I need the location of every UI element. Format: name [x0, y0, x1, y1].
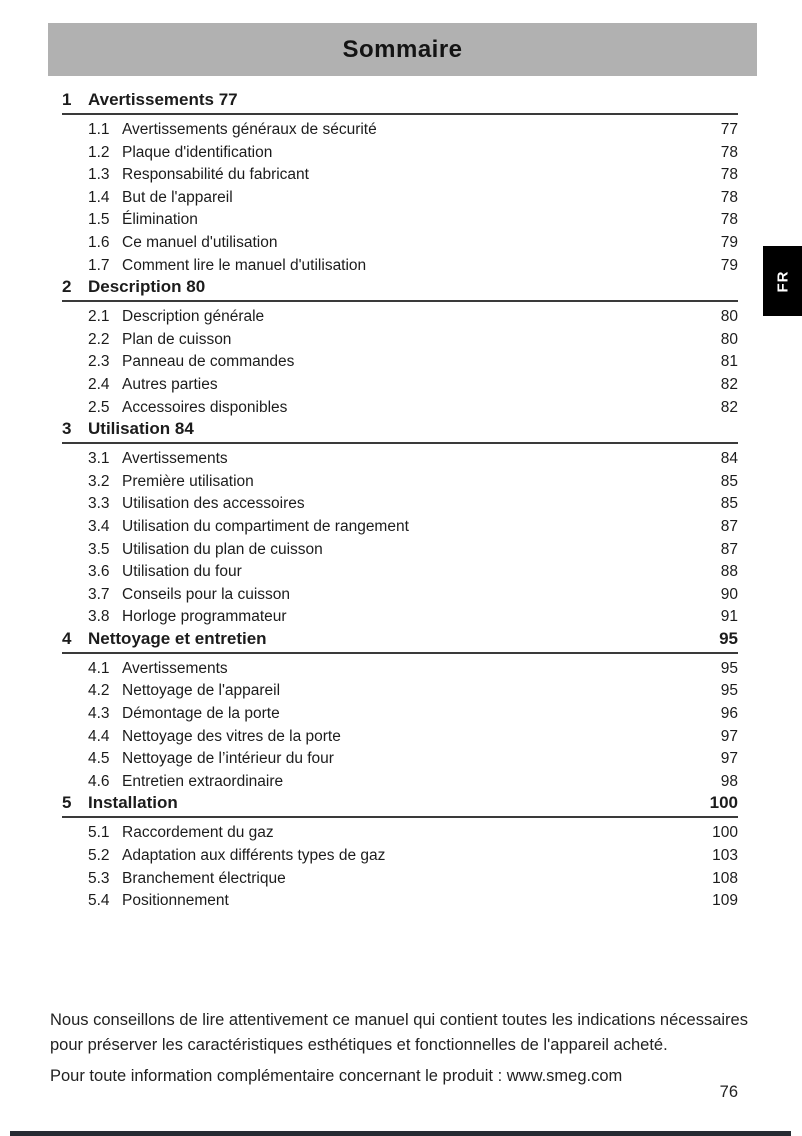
toc-section — [62, 277, 738, 419]
toc-section-page: 100 — [709, 793, 738, 813]
toc-item-number: 5.1 — [88, 824, 110, 842]
toc-item-title: Plaque d'identification — [122, 143, 273, 161]
toc-item-page: 103 — [712, 847, 738, 865]
toc-item — [62, 187, 738, 210]
footer-paragraph-1: Nous conseillons de lire attentivement ce manuel qui contient toutes les indications nécessaires pour préserver les caractéristiques esthétiques et fonctionnelles de l'appareil acheté. — [50, 1011, 748, 1054]
toc-section-number: 2 — [62, 277, 72, 297]
toc-item-number: 3.2 — [88, 472, 110, 490]
toc-item-number: 1.6 — [88, 233, 110, 251]
toc-item-number: 3.4 — [88, 517, 110, 535]
toc-item-number: 1.4 — [88, 188, 110, 206]
toc-item-title: Nettoyage de l'appareil — [122, 682, 281, 700]
toc-section-header — [62, 793, 738, 818]
toc-section-number: 5 — [62, 793, 72, 813]
toc-item-page: 87 — [720, 540, 738, 558]
toc-item-number: 3.3 — [88, 495, 110, 513]
toc-item — [62, 493, 738, 516]
toc-item-title: Branchement électrique — [122, 869, 286, 887]
toc-item-page: 88 — [720, 563, 738, 581]
language-tab-label: FR — [774, 270, 791, 292]
toc-item — [62, 539, 738, 562]
toc-item — [62, 351, 738, 374]
toc-item-page: 98 — [720, 772, 738, 790]
toc-item-page: 85 — [720, 472, 738, 490]
toc-item-page: 109 — [712, 892, 738, 910]
toc-item — [62, 561, 738, 584]
toc-section-number: 3 — [62, 419, 72, 439]
toc-item-title: Utilisation des accessoires — [122, 495, 305, 513]
toc-section-header — [62, 90, 738, 115]
toc-item-number: 3.8 — [88, 608, 110, 626]
toc-item-page: 97 — [720, 750, 738, 768]
toc-item-page: 78 — [720, 143, 738, 161]
toc-item — [62, 232, 738, 255]
toc-item — [62, 142, 738, 165]
toc-section-title: Installation — [88, 793, 178, 813]
toc-item-page: 96 — [720, 705, 738, 723]
toc-item — [62, 890, 738, 913]
toc-item — [62, 845, 738, 868]
toc-item-title: Avertissements — [122, 659, 228, 677]
toc-item-title: Démontage de la porte — [122, 705, 280, 723]
toc-item — [62, 680, 738, 703]
toc-section-title: Utilisation 84 — [88, 419, 194, 439]
toc-item-title: Comment lire le manuel d'utilisation — [122, 256, 367, 274]
toc-item-title: Utilisation du compartiment de rangement — [122, 517, 409, 535]
toc-item — [62, 606, 738, 629]
language-tab — [763, 246, 802, 316]
toc-item-number: 1.7 — [88, 256, 110, 274]
toc-item-number: 2.4 — [88, 375, 110, 393]
toc-item-number: 4.3 — [88, 705, 110, 723]
toc-item-title: Responsabilité du fabricant — [122, 166, 309, 184]
bottom-rule-bar — [10, 1131, 791, 1136]
toc-item-number: 4.6 — [88, 772, 110, 790]
toc-item-page: 78 — [720, 166, 738, 184]
toc-item — [62, 658, 738, 681]
toc-item-page: 79 — [720, 233, 738, 251]
toc-item-number: 3.6 — [88, 563, 110, 581]
toc-section-title: Description 80 — [88, 277, 206, 297]
toc-item — [62, 471, 738, 494]
toc-item-page: 82 — [720, 375, 738, 393]
toc-item-title: Avertissements généraux de sécurité — [122, 121, 377, 138]
toc-item-page: 78 — [720, 188, 738, 206]
toc-item-title: Accessoires disponibles — [122, 398, 288, 416]
toc-item-number: 1.1 — [88, 121, 110, 138]
toc-item-page: 79 — [720, 256, 738, 274]
toc-item-page: 84 — [720, 450, 738, 468]
toc-section-page: 95 — [719, 628, 738, 648]
toc-item-title: Adaptation aux différents types de gaz — [122, 847, 386, 865]
toc-item — [62, 448, 738, 471]
toc-item — [62, 397, 738, 420]
toc-item-number: 3.5 — [88, 540, 110, 558]
toc-item-title: Première utilisation — [122, 472, 254, 490]
toc-item-page: 80 — [720, 308, 738, 326]
toc-item — [62, 374, 738, 397]
toc-item-page: 81 — [720, 353, 738, 371]
toc-item — [62, 516, 738, 539]
toc-item-number: 5.2 — [88, 847, 110, 865]
toc-item-page: 85 — [720, 495, 738, 513]
chapter-header-bar — [48, 23, 757, 76]
toc-item — [62, 703, 738, 726]
table-of-contents — [62, 90, 738, 913]
toc-item-title: Raccordement du gaz — [122, 824, 274, 842]
toc-item-number: 3.1 — [88, 450, 110, 468]
toc-item-number: 3.7 — [88, 585, 110, 603]
toc-item — [62, 306, 738, 329]
toc-item — [62, 822, 738, 845]
toc-item-number: 4.1 — [88, 659, 110, 677]
toc-item-number: 2.5 — [88, 398, 110, 416]
toc-item — [62, 726, 738, 749]
toc-item — [62, 164, 738, 187]
toc-item — [62, 329, 738, 352]
toc-section — [62, 90, 738, 277]
toc-item-number: 4.5 — [88, 750, 110, 768]
toc-section-header — [62, 419, 738, 444]
toc-item-title: Ce manuel d'utilisation — [122, 233, 278, 251]
toc-item-page: 82 — [720, 398, 738, 416]
toc-item-title: Nettoyage des vitres de la porte — [122, 727, 341, 745]
toc-item-page: 95 — [720, 682, 738, 700]
toc-item-title: Utilisation du plan de cuisson — [122, 540, 323, 558]
toc-item-page: 87 — [720, 517, 738, 535]
toc-item-number: 4.2 — [88, 682, 110, 700]
page-title: Sommaire — [342, 35, 463, 63]
toc-item-page: 95 — [720, 659, 738, 677]
toc-item-title: Nettoyage de l’intérieur du four — [122, 750, 334, 768]
toc-item-title: Entretien extraordinaire — [122, 772, 284, 790]
toc-item — [62, 209, 738, 232]
toc-item-title: Plan de cuisson — [122, 330, 232, 348]
toc-item-page: 91 — [720, 608, 738, 626]
toc-item-title: Avertissements — [122, 450, 228, 468]
toc-item-title: Positionnement — [122, 892, 229, 910]
toc-item — [62, 748, 738, 771]
toc-item-number: 4.4 — [88, 727, 110, 745]
toc-item-number: 5.3 — [88, 869, 110, 887]
toc-item-number: 1.2 — [88, 143, 110, 161]
toc-item-page: 77 — [720, 121, 738, 138]
toc-section-number: 1 — [62, 90, 72, 109]
toc-item-page: 97 — [720, 727, 738, 745]
toc-item-title: Description générale — [122, 308, 265, 326]
toc-item — [62, 584, 738, 607]
toc-section-title: Avertissements 77 — [88, 90, 238, 109]
toc-section-number: 4 — [62, 628, 72, 648]
toc-section — [62, 419, 738, 629]
toc-item-page: 90 — [720, 585, 738, 603]
toc-item — [62, 868, 738, 891]
toc-item-number: 1.3 — [88, 166, 110, 184]
toc-item-page: 80 — [720, 330, 738, 348]
toc-item-number: 2.1 — [88, 308, 110, 326]
toc-item-title: Élimination — [122, 211, 198, 229]
toc-item — [62, 255, 738, 278]
toc-item — [62, 771, 738, 794]
toc-item-page: 100 — [712, 824, 738, 842]
toc-item-page: 78 — [720, 211, 738, 229]
toc-item — [62, 119, 738, 142]
toc-item-title: Autres parties — [122, 375, 218, 393]
toc-item-title: Horloge programmateur — [122, 608, 287, 626]
toc-item-number: 1.5 — [88, 211, 110, 229]
toc-item-title: Conseils pour la cuisson — [122, 585, 291, 603]
toc-section — [62, 793, 738, 912]
toc-section-header — [62, 629, 738, 654]
toc-item-number: 5.4 — [88, 892, 110, 910]
toc-item-title: Utilisation du four — [122, 563, 242, 581]
toc-item-title: Panneau de commandes — [122, 353, 295, 371]
toc-item-page: 108 — [712, 869, 738, 887]
toc-section — [62, 629, 738, 794]
page-number: 76 — [719, 1083, 738, 1101]
footer-paragraph-2: Pour toute information complémentaire concernant le produit : www.smeg.com — [50, 1067, 623, 1085]
toc-section-header — [62, 277, 738, 302]
toc-item-title: But de l'appareil — [122, 188, 233, 206]
toc-item-number: 2.3 — [88, 353, 110, 371]
footer-note — [50, 1008, 762, 1089]
toc-item-number: 2.2 — [88, 330, 110, 348]
toc-section-title: Nettoyage et entretien — [88, 628, 267, 648]
